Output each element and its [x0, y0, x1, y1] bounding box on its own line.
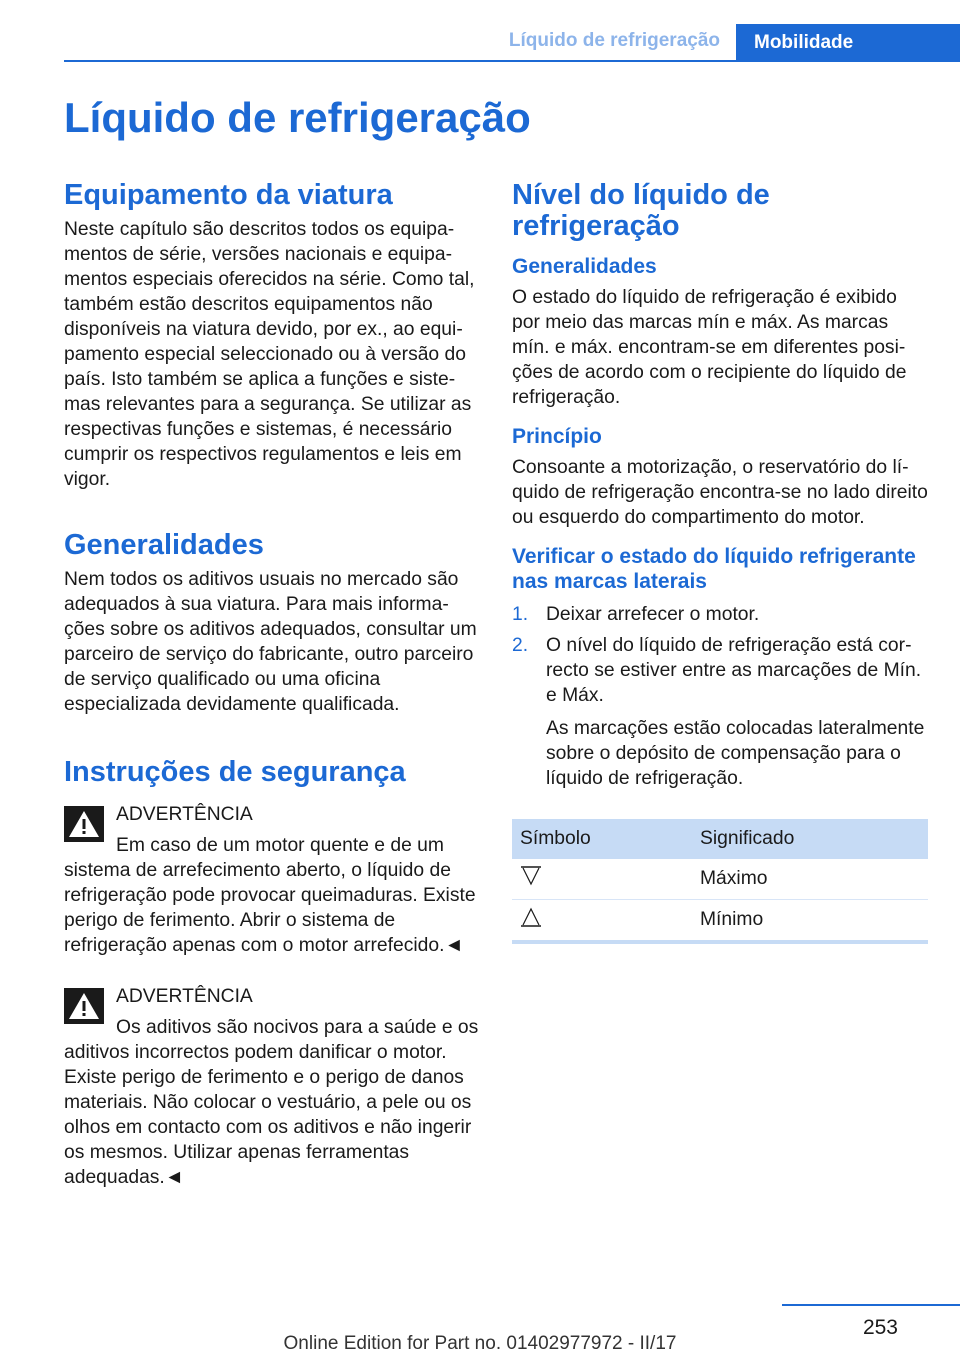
step-number: 1.: [512, 604, 529, 625]
warning-2-title: ADVERTÊNCIA: [116, 986, 253, 1007]
warning-box-1: [64, 802, 480, 958]
footer-divider: [782, 1304, 960, 1306]
column-header-meaning: Significado: [692, 819, 928, 859]
warning-triangle-icon: [64, 806, 104, 842]
table-header-row: [512, 819, 928, 859]
symbol-cell: [512, 859, 692, 900]
list-item: [512, 602, 930, 627]
step-note: As marcações estão colocadas lateralmente sobre o depósito de compensação para o líquido de refrigeração.: [546, 718, 925, 789]
right-general-heading: Generalidades: [512, 255, 657, 278]
check-heading: Verificar o estado do líquido refrigerante nas marcas laterais: [512, 545, 916, 593]
general-text: Nem todos os aditivos usuais no mercado são adequados à sua viatura. Para mais informações sobre os aditivos adequados, consultar um parceiro de serviço do fabricante, outro parceiro de serviço qualificado ou uma oficina especializada devidamente qualificada.: [64, 569, 477, 715]
safety-heading: Instruções de segurança: [64, 756, 406, 788]
principle-heading: Princípio: [512, 425, 602, 448]
meaning-cell: Máximo: [692, 859, 928, 900]
max-mark-icon: [520, 864, 542, 888]
warning-2-text: Os aditivos são nocivos para a saúde e os aditivos incorrectos podem danificar o motor. Existe perigo de ferimento e o perigo de danos materiais. Não colocar o vestuário, a pele ou os olhos em contacto com os aditivos e não ingerir os mesmos. Utilizar apenas ferramentas adequadas.◄: [64, 1017, 479, 1188]
principle-text: Consoante a motorização, o reservatório do líquido de refrigeração encontra-se no lado direito ou esquerdo do compartimento do motor.: [512, 457, 928, 528]
equipment-text: Neste capítulo são descritos todos os equipamentos de série, versões nacionais e equipamentos especiais oferecidos na série. Como tal, também estão descritos equipamentos não disponíveis na viatura devido, por ex., ao equipamento especial seleccionado ou à versão do país. Isto também se aplica a funções e sistemas relevantes para a segurança. Se utilizar as respectivas funções e sistemas, é necessário cumprir os respectivos regulamentos e leis em vigor.: [64, 219, 475, 490]
symbol-cell: [512, 900, 692, 943]
warning-box-2: [64, 984, 480, 1190]
symbol-table: [512, 819, 928, 944]
table-row: [512, 859, 928, 900]
page-number: 253: [862, 1316, 898, 1339]
column-header-symbol: Símbolo: [512, 819, 692, 859]
meaning-cell: Mínimo: [692, 900, 928, 943]
warning-triangle-icon: [64, 988, 104, 1024]
right-general-text: O estado do líquido de refrigeração é exibido por meio das marcas mín e máx. As marcas mín. e máx. encontram-se em diferentes posições de acordo com o recipiente do líquido de refrigeração.: [512, 287, 907, 408]
edition-footer: Online Edition for Part no. 01402977972 - II/17: [283, 1333, 677, 1354]
list-item: [512, 633, 930, 791]
step-text: Deixar arrefecer o motor.: [546, 604, 760, 625]
step-text: O nível do líquido de refrigeração está correcto se estiver entre as marcações de Mín. e Máx.: [546, 635, 922, 706]
right-column: [512, 180, 930, 944]
warning-1-text: Em caso de um motor quente e de um sistema de arrefecimento aberto, o líquido de refrigeração pode provocar queimaduras. Existe perigo de ferimento. Abrir o sistema de refrigeração apenas com o motor arrefecido.◄: [64, 835, 476, 956]
min-mark-icon: [520, 905, 542, 929]
table-row: [512, 900, 928, 943]
left-column: [64, 180, 480, 1190]
page-title: Líquido de refrigeração: [64, 94, 531, 141]
header-section-title: Líquido de refrigeração: [508, 30, 720, 51]
general-heading: Generalidades: [64, 529, 264, 561]
coolant-level-heading: Nível do líquido de refrigeração: [512, 179, 770, 242]
header-divider: [64, 60, 960, 62]
step-number: 2.: [512, 635, 529, 656]
header-tab-mobilidade[interactable]: Mobilidade: [736, 24, 960, 61]
equipment-heading: Equipamento da viatura: [64, 179, 393, 211]
warning-1-title: ADVERTÊNCIA: [116, 804, 253, 825]
steps-list: [512, 602, 930, 791]
